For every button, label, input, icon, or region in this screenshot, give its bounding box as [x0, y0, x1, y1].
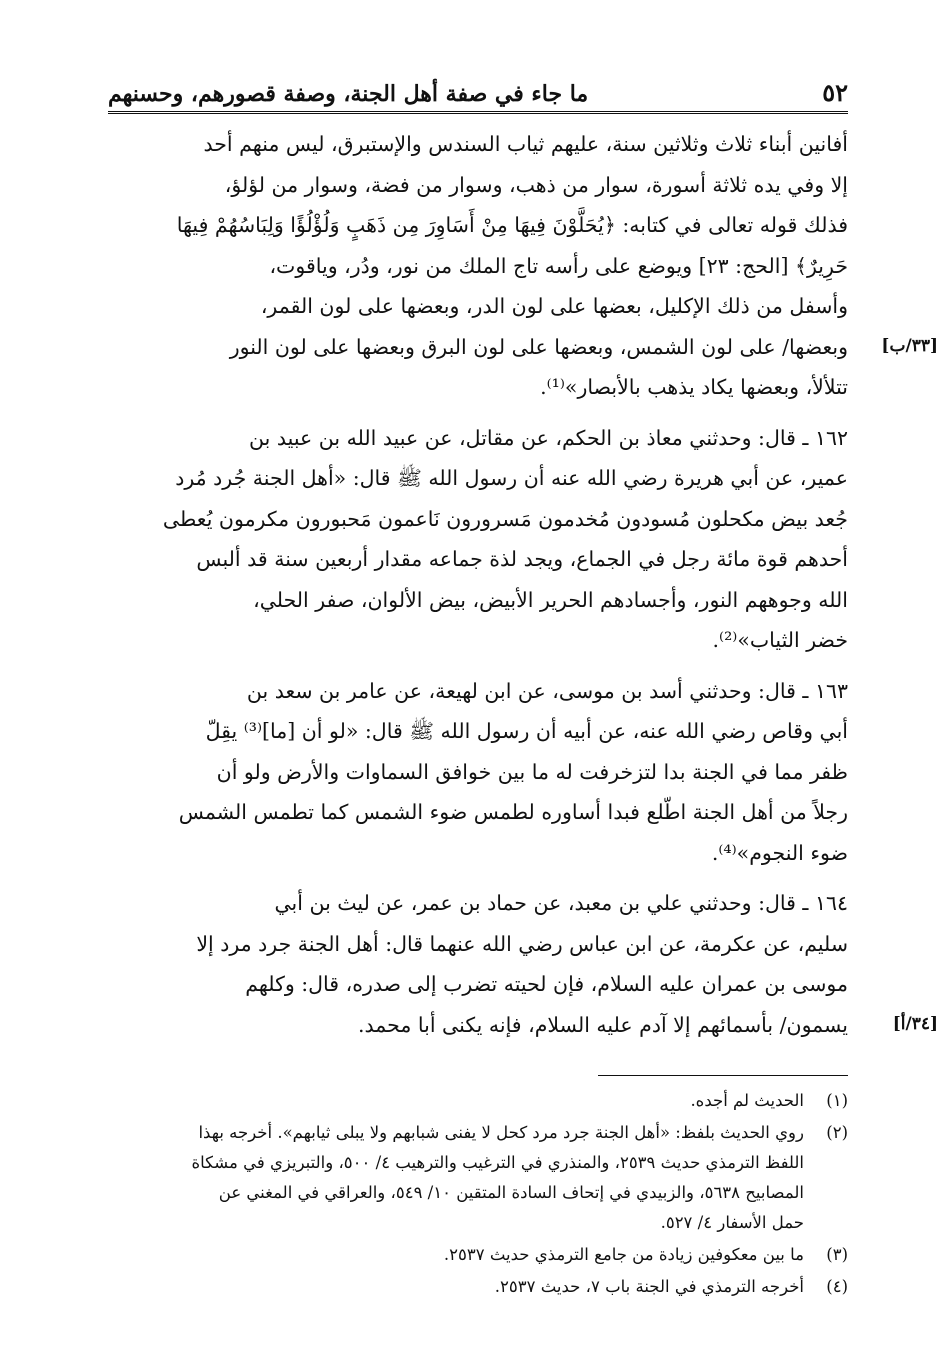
margin-note: [٣٤/أ]: [892, 1014, 938, 1034]
footnote: [108, 1118, 848, 1238]
footnote-line: المصابيح ٥٦٣٨، والزبيدي في إتحاف السادة المتقين ١٠/ ٥٤٩، والعراقي في المغني عن: [218, 1183, 804, 1202]
text-line: رجلاً من أهل الجنة اطّلع فبدا أساوره لطمس ضوء الشمس كما تطمس الشمس: [178, 800, 848, 824]
paragraph: [108, 671, 848, 874]
text-line: جُعد بيض مكحلون مُسودون مُخدمون مَسرورون نَاعمون مَحبورون مكرمون يُعطى: [162, 506, 848, 531]
footnote: [108, 1272, 848, 1302]
text-line: أحدهم قوة مائة رجل في الجماع، ويجد لذة جماعه مقدار أربعين سنة قد ألبس: [196, 547, 848, 571]
text-line: سليم، عن عكرمة، عن ابن عباس رضي الله عنهما قال: أهل الجنة جرد مرد إلا: [196, 931, 848, 956]
text-line: ١٦٤ ـ قال: وحدثني علي بن معبد، عن حماد بن عمر، عن ليث بن أبي: [274, 891, 848, 915]
text-line: ظفر مما في الجنة بدا لتزخرفت له ما بين خوافق السماوات والأرض ولو أن: [216, 759, 848, 784]
footnote-line: أخرجه الترمذي في الجنة باب ٧، حديث ٢٥٣٧.: [494, 1277, 804, 1296]
text-line: حَرِيرٌ﴾ [الحج: ٢٣] ويوضع على رأسه تاج الملك من نور، ودُر، وياقوت،: [269, 253, 848, 278]
footnote-divider: [598, 1075, 848, 1076]
text-line: ١٦٢ ـ قال: وحدثني معاذ بن الحكم، عن مقاتل، عن عبيد الله بن عبيد بن: [249, 425, 848, 450]
text-line: خضر الثياب»⁽²⁾.: [712, 628, 848, 652]
page-number: ٥٢: [822, 78, 848, 107]
text-line: أفانين أبناء ثلاث وثلاثين سنة، عليهم ثياب السندس والإستبرق، ليس منهم أحد: [203, 132, 848, 156]
text-line: وأسفل من ذلك الإكليل، بعضها على لون الدر، وبعضها على لون القمر،: [260, 294, 848, 318]
footnote: [108, 1240, 848, 1270]
text-line: ضوء النجوم»⁽⁴⁾.: [711, 840, 848, 865]
paragraph: [108, 883, 938, 1045]
footnote-line: ما بين معكوفين زيادة من جامع الترمذي حديث ٢٥٣٧.: [443, 1245, 804, 1264]
paragraph: [108, 418, 848, 661]
page: [108, 78, 938, 1304]
footnotes: [108, 1086, 848, 1302]
text-line: أبي وقاص رضي الله عنه، عن أبيه أن رسول الله ﷺ قال: «لو أن [ما]⁽³⁾ يقِلّ: [205, 719, 848, 743]
footnote-number: (٣): [826, 1245, 848, 1264]
text-line: وبعضها/ على لون الشمس، وبعضها على لون البرق وبعضها على لون النور: [229, 334, 848, 359]
footnote-line: اللفظ الترمذي حديث ٢٥٣٩، والمنذري في الترغيب والترهيب ٤/ ٥٠٠، والتبريزي في مشكاة: [191, 1153, 804, 1172]
running-header: [108, 78, 848, 114]
text-line: يسمون/ بأسمائهم إلا آدم عليه السلام، فإنه يكنى أبا محمد.: [358, 1012, 848, 1037]
text-line: ١٦٣ ـ قال: وحدثني أسد بن موسى، عن ابن لهيعة، عن عامر بن سعد بن: [246, 678, 848, 703]
footnote-line: الحديث لم أجده.: [690, 1091, 804, 1110]
text-line: موسى بن عمران عليه السلام، فإن لحيته تضرب إلى صدره، قال: وكلهم: [245, 972, 848, 996]
margin-note: [٣٣/ب]: [881, 336, 938, 356]
text-line: فذلك قوله تعالى في كتابه: ﴿يُحَلَّوْنَ فِيهَا مِنْ أَسَاوِرَ مِن ذَهَبٍ وَلُؤْلُؤًا وَلِبَاسُهُمْ فِيهَا: [176, 213, 848, 237]
main-text: [108, 124, 938, 1045]
footnote-line: روي الحديث بلفظ: «أهل الجنة جرد مرد كحل لا يفنى شبابهم ولا يبلى ثيابهم». أخرجه بهذا: [198, 1123, 804, 1142]
text-line: تتلألأ، وبعضها يكاد يذهب بالأبصار»⁽¹⁾.: [540, 375, 848, 399]
text-line: الله وجوههم النور، وأجسادهم الحرير الأبيض، بيض الألوان، صفر الحلي،: [253, 587, 848, 612]
footnote-number: (٢): [826, 1123, 848, 1142]
footnote: [108, 1086, 848, 1116]
text-line: إلا وفي يده ثلاثة أسورة، سوار من ذهب، وسوار من فضة، وسوار من لؤلؤ،: [224, 172, 848, 197]
header-title: ما جاء في صفة أهل الجنة، وصفة قصورهم، وحسنهم: [108, 81, 589, 107]
paragraph: [108, 124, 938, 408]
footnote-line: حمل الأسفار ٤/ ٥٢٧.: [660, 1213, 804, 1232]
footnote-number: (٤): [826, 1277, 848, 1296]
text-line: عمير، عن أبي هريرة رضي الله عنه أن رسول الله ﷺ قال: «أهل الجنة جُرد مُرد: [175, 466, 848, 490]
footnote-number: (١): [826, 1091, 848, 1110]
